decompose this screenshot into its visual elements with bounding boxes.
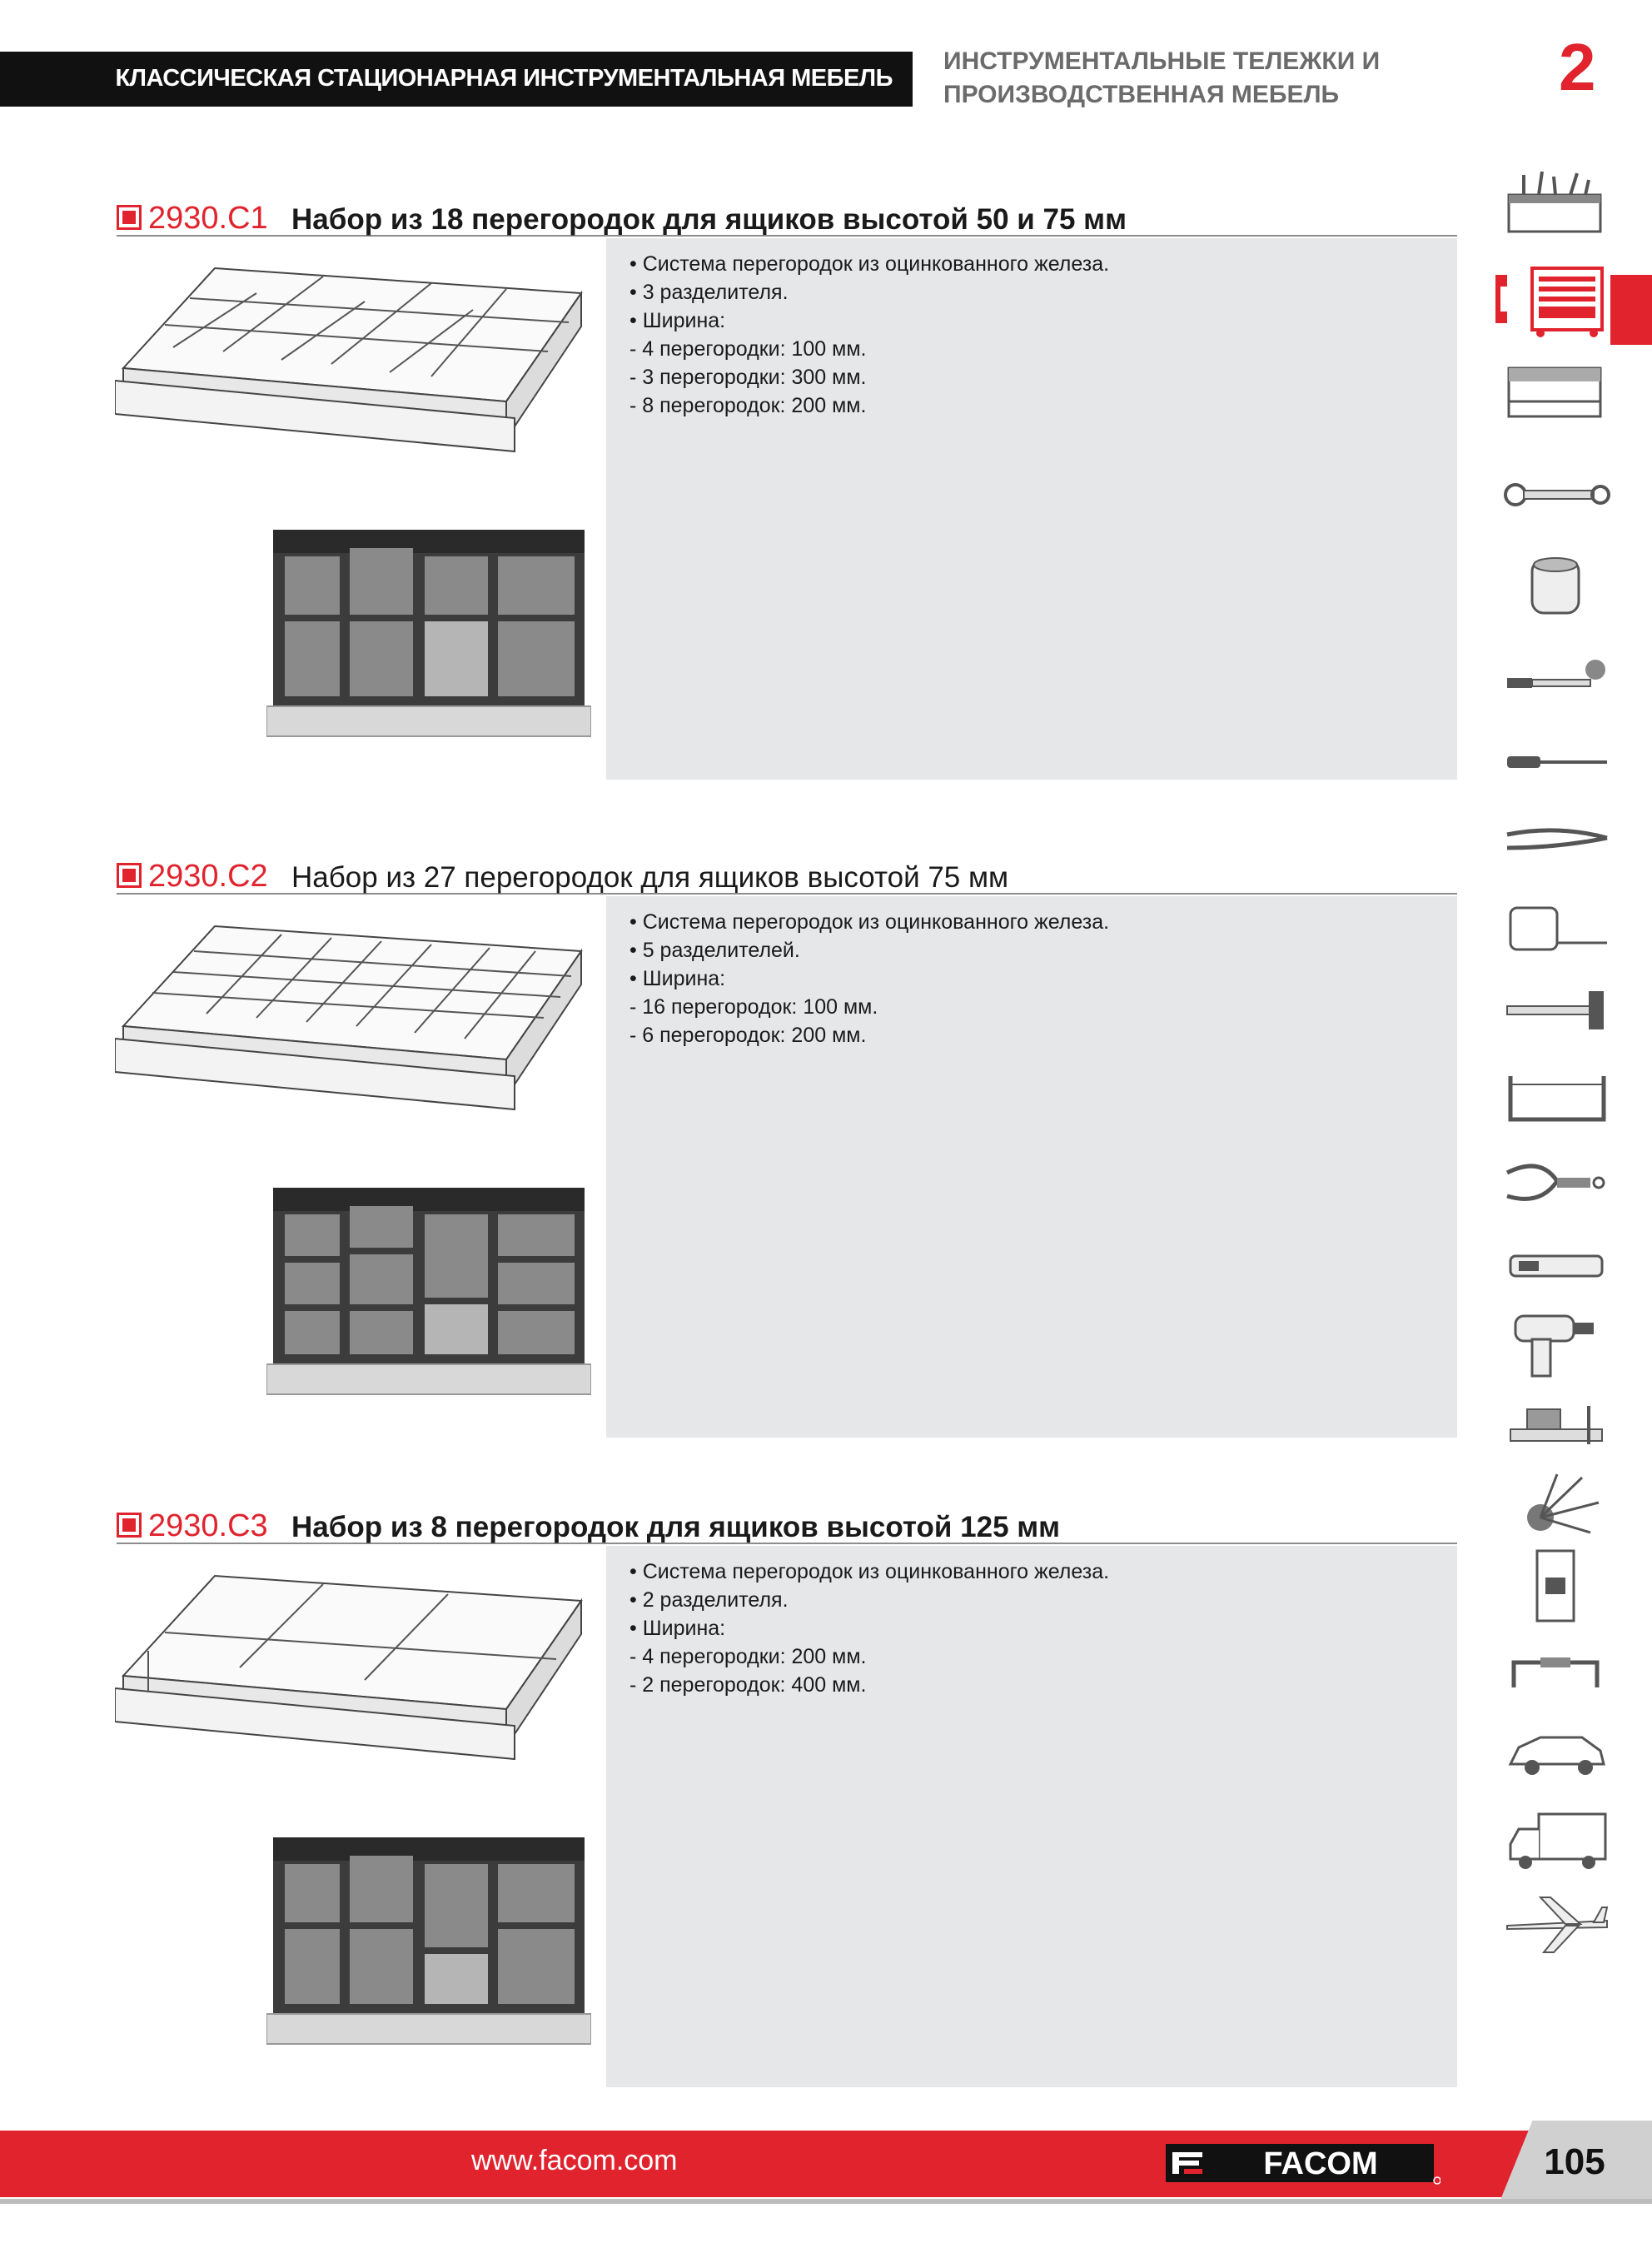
header-section-line1: ИНСТРУМЕНТАЛЬНЫЕ ТЕЛЕЖКИ И	[943, 47, 1381, 75]
feature-item: - 6 перегородок: 200 мм.	[629, 1024, 867, 1047]
product-code: 2930.C2	[148, 859, 268, 894]
tape-measure-icon[interactable]	[1490, 891, 1624, 964]
feature-item: • Ширина:	[629, 309, 726, 332]
product-code: 2930.C3	[148, 1508, 268, 1543]
product-header	[117, 1508, 1457, 1544]
product-description-panel	[606, 238, 1457, 780]
truck-icon[interactable]	[1490, 1804, 1624, 1877]
product-title: Набор из 8 перегородок для ящиков высотой 125 мм	[291, 1511, 1061, 1543]
feature-item: - 16 перегородок: 100 мм.	[629, 995, 878, 1019]
pliers-icon[interactable]	[1490, 805, 1624, 878]
feature-item: • Ширина:	[629, 967, 726, 990]
header-section-title	[943, 45, 1410, 112]
wrench-icon[interactable]	[1490, 458, 1624, 531]
brand-name: FACOM	[1263, 2146, 1378, 2181]
feature-item: • 2 разделителя.	[629, 1588, 789, 1612]
feature-item: • 5 разделителей.	[629, 939, 800, 962]
feature-item: • Система перегородок из оцинкованного железа.	[629, 252, 1110, 276]
tool-cart-icon[interactable]	[1490, 265, 1624, 338]
footer-divider	[0, 2199, 1652, 2204]
feature-item: • 3 разделителя.	[629, 281, 789, 304]
car-icon[interactable]	[1490, 1716, 1624, 1789]
divider-set-photo	[266, 1831, 591, 2056]
divider-set-photo	[266, 523, 591, 748]
tester-icon[interactable]	[1490, 1229, 1624, 1303]
facom-logo	[1166, 2139, 1441, 2187]
square-bullet-icon	[117, 1513, 142, 1538]
puller-icon[interactable]	[1490, 1148, 1624, 1221]
safety-icon[interactable]	[1490, 1469, 1624, 1543]
product-description-panel	[606, 896, 1457, 1438]
socket-icon[interactable]	[1490, 550, 1624, 623]
square-bullet-icon	[117, 205, 142, 230]
tool-drawer-icon[interactable]	[1490, 356, 1624, 430]
vise-icon[interactable]	[1490, 1389, 1624, 1463]
square-bullet-icon	[117, 863, 142, 888]
screwdriver-icon[interactable]	[1490, 725, 1624, 798]
header-banner-text: КЛАССИЧЕСКАЯ СТАЦИОНАРНАЯ ИНСТРУМЕНТАЛЬНАЯ МЕБЕЛЬ	[115, 65, 893, 92]
product-features	[629, 250, 1109, 420]
divider-set-drawing	[115, 1551, 590, 1792]
feature-item: • Система перегородок из оцинкованного железа.	[629, 910, 1110, 934]
product-title: Набор из 27 перегородок для ящиков высотой 75 мм	[291, 861, 1009, 894]
feature-item: - 3 перегородки: 300 мм.	[629, 366, 867, 389]
chapter-number: 2	[1559, 30, 1596, 104]
divider-set-drawing	[115, 243, 590, 485]
ratchet-icon[interactable]	[1490, 638, 1624, 711]
airplane-icon[interactable]	[1490, 1886, 1624, 1959]
divider-set-drawing	[115, 901, 590, 1143]
impact-wrench-icon[interactable]	[1490, 1308, 1624, 1381]
feature-item: - 4 перегородки: 200 мм.	[629, 1645, 867, 1668]
product-header	[117, 200, 1457, 237]
feature-item: - 2 перегородок: 400 мм.	[629, 1673, 867, 1697]
divider-set-photo	[266, 1181, 591, 1406]
product-code: 2930.C1	[148, 201, 268, 236]
hammer-icon[interactable]	[1490, 973, 1624, 1046]
handle-icon[interactable]	[1490, 1634, 1624, 1707]
header-section-line2: ПРОИЗВОДСТВЕННАЯ МЕБЕЛЬ	[943, 81, 1340, 108]
tool-box-icon[interactable]	[1490, 167, 1624, 240]
product-header	[117, 858, 1457, 895]
footer-website-link[interactable]: www.facom.com	[471, 2145, 678, 2176]
circuit-breaker-icon[interactable]	[1490, 1549, 1624, 1622]
feature-item: • Ширина:	[629, 1617, 726, 1640]
product-title: Набор из 18 перегородок для ящиков высотой 50 и 75 мм	[291, 203, 1127, 236]
product-features	[629, 1558, 1109, 1699]
page-number: 105	[1544, 2141, 1605, 2182]
hacksaw-icon[interactable]	[1490, 1059, 1624, 1133]
product-description-panel	[606, 1546, 1457, 2087]
feature-item: • Система перегородок из оцинкованного железа.	[629, 1560, 1110, 1583]
product-features	[629, 908, 1109, 1049]
header-banner	[0, 52, 913, 107]
feature-item: - 4 перегородки: 100 мм.	[629, 337, 867, 361]
feature-item: - 8 перегородок: 200 мм.	[629, 394, 867, 417]
